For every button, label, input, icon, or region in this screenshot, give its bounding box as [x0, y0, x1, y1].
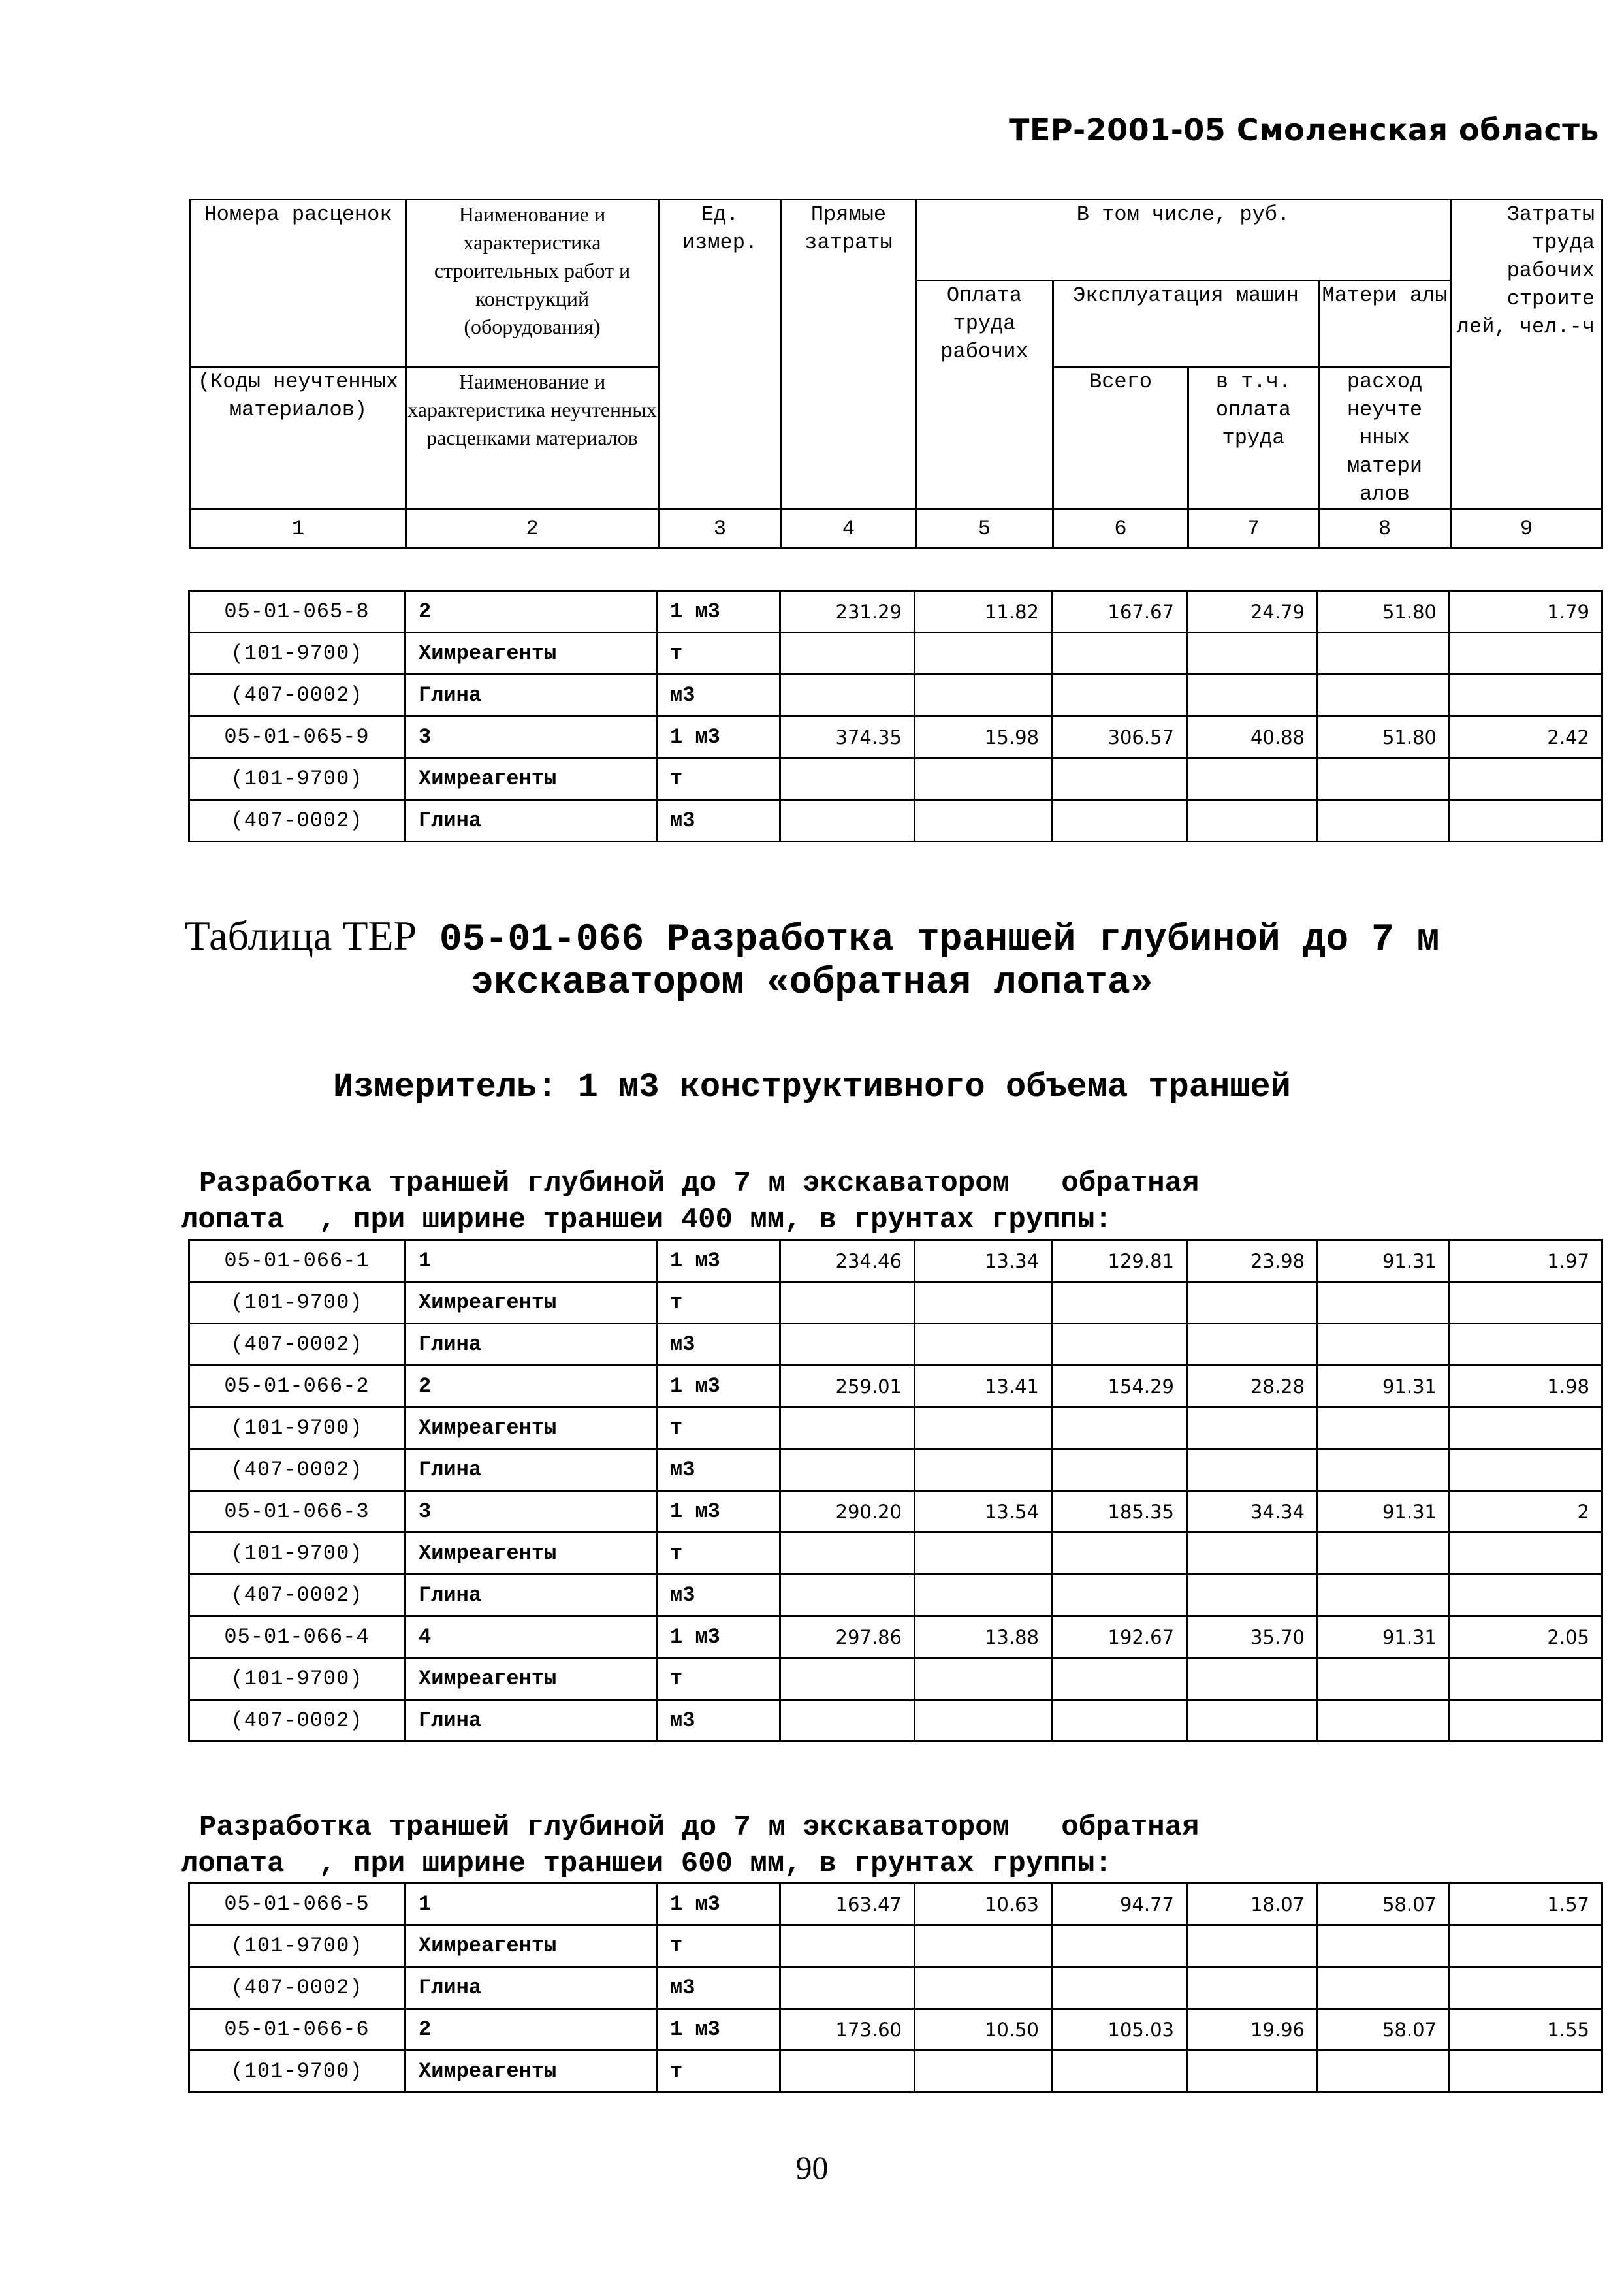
machine-labor-cell	[1187, 1407, 1318, 1449]
section-title-line2: лопата , при ширине траншеи 400 мм, в грунтах группы:	[181, 1204, 1112, 1236]
item-name-cell: Химреагенты	[405, 758, 658, 800]
worker-pay-cell	[915, 1967, 1052, 2009]
machine-labor-cell	[1187, 1658, 1318, 1700]
item-name-cell: Глина	[405, 1967, 658, 2009]
unit-cell: т	[658, 1407, 780, 1449]
unit-cell: 1 м3	[658, 1366, 780, 1407]
labor-hours-cell	[1450, 1407, 1602, 1449]
item-name-cell: Глина	[405, 800, 658, 842]
direct-costs-cell: 163.47	[780, 1884, 915, 1925]
item-name-cell: Глина	[405, 1324, 658, 1366]
labor-hours-cell: 1.98	[1450, 1366, 1602, 1407]
labor-hours-cell	[1450, 758, 1602, 800]
rate-code-cell: (101-9700)	[189, 2051, 405, 2093]
worker-pay-cell	[915, 1324, 1052, 1366]
machine-labor-cell	[1187, 1533, 1318, 1575]
table-row	[189, 716, 1602, 758]
unit-cell: м3	[658, 675, 780, 716]
unit-cell: 1 м3	[658, 1616, 780, 1658]
table-title-line2: экскаватором «обратная лопата»	[471, 962, 1153, 1004]
item-name-cell: 1	[405, 1884, 658, 1925]
labor-hours-cell	[1450, 1324, 1602, 1366]
direct-costs-cell	[780, 800, 915, 842]
machine-labor-cell	[1187, 800, 1318, 842]
table-row	[189, 2009, 1602, 2051]
machine-total-cell	[1052, 1324, 1187, 1366]
item-name-cell: Химреагенты	[405, 633, 658, 675]
machine-total-cell	[1052, 1967, 1187, 2009]
col-header-materials: Матери алы	[1319, 281, 1451, 367]
rate-code-cell: 05-01-066-2	[189, 1366, 405, 1407]
materials-cell	[1318, 1658, 1450, 1700]
direct-costs-cell	[780, 1449, 915, 1491]
labor-hours-cell: 1.79	[1450, 591, 1602, 633]
table-row	[189, 2051, 1602, 2093]
worker-pay-cell	[915, 633, 1052, 675]
machine-labor-cell	[1187, 2051, 1318, 2093]
table-row	[189, 800, 1602, 842]
direct-costs-cell	[780, 1925, 915, 1967]
labor-hours-cell	[1450, 1658, 1602, 1700]
col-header-material-codes: (Коды неучтенных материалов)	[191, 367, 406, 509]
worker-pay-cell	[915, 758, 1052, 800]
direct-costs-cell	[780, 1407, 915, 1449]
rate-code-cell: 05-01-066-1	[189, 1240, 405, 1282]
item-name-cell: Химреагенты	[405, 1925, 658, 1967]
direct-costs-cell	[780, 1967, 915, 2009]
table-row	[189, 1884, 1602, 1925]
labor-hours-cell: 2.42	[1450, 716, 1602, 758]
table-row	[189, 1967, 1602, 2009]
rate-code-cell: (101-9700)	[189, 1282, 405, 1324]
col-header-material-usage: расход неучте нных матери алов	[1319, 367, 1451, 509]
section-title-line1: Разработка траншей глубиной до 7 м экскаватором обратная	[199, 1167, 1200, 1200]
machine-total-cell	[1052, 1700, 1187, 1742]
table-title-prefix: Таблица ТЕР	[184, 912, 417, 959]
direct-costs-cell: 297.86	[780, 1616, 915, 1658]
rate-code-cell: (101-9700)	[189, 1925, 405, 1967]
worker-pay-cell	[915, 1407, 1052, 1449]
worker-pay-cell	[915, 2051, 1052, 2093]
direct-costs-cell	[780, 2051, 915, 2093]
unit-cell: м3	[658, 800, 780, 842]
labor-hours-cell: 1.97	[1450, 1240, 1602, 1282]
item-name-cell: 3	[405, 716, 658, 758]
materials-cell	[1318, 1407, 1450, 1449]
table-row	[189, 1533, 1602, 1575]
materials-cell: 51.80	[1318, 591, 1450, 633]
table-row	[189, 1925, 1602, 1967]
col-number: 8	[1319, 509, 1451, 548]
worker-pay-cell	[915, 1575, 1052, 1616]
unit-cell: 1 м3	[658, 1884, 780, 1925]
direct-costs-cell	[780, 633, 915, 675]
machine-labor-cell: 24.79	[1187, 591, 1318, 633]
materials-cell	[1318, 675, 1450, 716]
machine-labor-cell: 40.88	[1187, 716, 1318, 758]
materials-cell	[1318, 1967, 1450, 2009]
page-header-title: ТЕР-2001-05 Смоленская область	[1009, 112, 1599, 148]
materials-cell: 58.07	[1318, 1884, 1450, 1925]
worker-pay-cell	[915, 1282, 1052, 1324]
item-name-cell: 3	[405, 1491, 658, 1533]
machine-total-cell	[1052, 675, 1187, 716]
worker-pay-cell	[915, 1925, 1052, 1967]
unit-cell: т	[658, 1282, 780, 1324]
worker-pay-cell: 13.54	[915, 1491, 1052, 1533]
machine-total-cell	[1052, 1282, 1187, 1324]
item-name-cell: 2	[405, 591, 658, 633]
rate-code-cell: 05-01-066-3	[189, 1491, 405, 1533]
machine-total-cell: 306.57	[1052, 716, 1187, 758]
rates-table-065	[188, 590, 1603, 842]
worker-pay-cell: 10.50	[915, 2009, 1052, 2051]
machine-total-cell	[1052, 1658, 1187, 1700]
machine-total-cell	[1052, 2051, 1187, 2093]
col-header-work-name: Наименование и характеристика строительных работ и конструкций (оборудования)	[406, 200, 659, 367]
unit-cell: 1 м3	[658, 1491, 780, 1533]
table-row	[189, 1491, 1602, 1533]
direct-costs-cell	[780, 675, 915, 716]
labor-hours-cell: 2.05	[1450, 1616, 1602, 1658]
page-number: 90	[795, 2149, 829, 2186]
machine-total-cell	[1052, 1575, 1187, 1616]
materials-cell	[1318, 2051, 1450, 2093]
machine-total-cell: 129.81	[1052, 1240, 1187, 1282]
unit-cell: м3	[658, 1324, 780, 1366]
rate-code-cell: (407-0002)	[189, 1575, 405, 1616]
table-row	[189, 1407, 1602, 1449]
unit-cell: м3	[658, 1700, 780, 1742]
worker-pay-cell	[915, 1700, 1052, 1742]
machine-labor-cell: 18.07	[1187, 1884, 1318, 1925]
machine-labor-cell: 34.34	[1187, 1491, 1318, 1533]
worker-pay-cell: 10.63	[915, 1884, 1052, 1925]
unit-cell: т	[658, 2051, 780, 2093]
col-header-material-names: Наименование и характеристика неучтенных расценками материалов	[406, 367, 659, 509]
col-header-direct-costs: Прямые затраты	[782, 200, 916, 509]
rate-code-cell: (407-0002)	[189, 1967, 405, 2009]
item-name-cell: Химреагенты	[405, 1658, 658, 1700]
unit-cell: т	[658, 1533, 780, 1575]
materials-cell	[1318, 758, 1450, 800]
direct-costs-cell	[780, 1282, 915, 1324]
machine-total-cell: 192.67	[1052, 1616, 1187, 1658]
direct-costs-cell	[780, 1575, 915, 1616]
labor-hours-cell: 2	[1450, 1491, 1602, 1533]
machine-labor-cell	[1187, 633, 1318, 675]
rate-code-cell: 05-01-066-5	[189, 1884, 405, 1925]
worker-pay-cell	[915, 1533, 1052, 1575]
direct-costs-cell: 173.60	[780, 2009, 915, 2051]
worker-pay-cell	[915, 1658, 1052, 1700]
item-name-cell: Глина	[405, 675, 658, 716]
col-number: 9	[1451, 509, 1602, 548]
col-header-group: В том числе, руб.	[916, 200, 1451, 281]
machine-labor-cell	[1187, 1967, 1318, 2009]
machine-total-cell	[1052, 1407, 1187, 1449]
rate-code-cell: (101-9700)	[189, 1533, 405, 1575]
machine-total-cell: 94.77	[1052, 1884, 1187, 1925]
col-header-machine-total: Всего	[1053, 367, 1188, 509]
materials-cell	[1318, 1324, 1450, 1366]
rate-code-cell: 05-01-066-6	[189, 2009, 405, 2051]
rates-table-066-600mm	[188, 1882, 1603, 2093]
col-number: 4	[782, 509, 916, 548]
table-title-line1: Разработка траншей глубиной до 7 м	[666, 919, 1440, 961]
worker-pay-cell: 13.41	[915, 1366, 1052, 1407]
machine-labor-cell	[1187, 758, 1318, 800]
machine-labor-cell	[1187, 1925, 1318, 1967]
col-header-worker-pay: Оплата труда рабочих	[916, 281, 1053, 509]
machine-total-cell	[1052, 1449, 1187, 1491]
worker-pay-cell	[915, 800, 1052, 842]
materials-cell: 91.31	[1318, 1491, 1450, 1533]
materials-cell	[1318, 1575, 1450, 1616]
rate-code-cell: (407-0002)	[189, 675, 405, 716]
direct-costs-cell	[780, 1700, 915, 1742]
unit-cell: 1 м3	[658, 591, 780, 633]
rate-code-cell: 05-01-066-4	[189, 1616, 405, 1658]
materials-cell	[1318, 1449, 1450, 1491]
unit-cell: м3	[658, 1967, 780, 2009]
direct-costs-cell: 234.46	[780, 1240, 915, 1282]
item-name-cell: 2	[405, 1366, 658, 1407]
worker-pay-cell: 13.88	[915, 1616, 1052, 1658]
machine-labor-cell: 23.98	[1187, 1240, 1318, 1282]
unit-cell: м3	[658, 1575, 780, 1616]
item-name-cell: Глина	[405, 1575, 658, 1616]
col-number: 2	[406, 509, 659, 548]
item-name-cell: Химреагенты	[405, 1282, 658, 1324]
machine-labor-cell	[1187, 1449, 1318, 1491]
machine-labor-cell	[1187, 1575, 1318, 1616]
machine-labor-cell	[1187, 1324, 1318, 1366]
machine-labor-cell: 28.28	[1187, 1366, 1318, 1407]
col-number: 3	[659, 509, 782, 548]
table-row	[189, 1240, 1602, 1282]
col-number: 1	[191, 509, 406, 548]
unit-cell: т	[658, 633, 780, 675]
item-name-cell: Химреагенты	[405, 2051, 658, 2093]
unit-cell: м3	[658, 1449, 780, 1491]
rate-code-cell: (407-0002)	[189, 1700, 405, 1742]
labor-hours-cell	[1450, 1967, 1602, 2009]
rates-table-066-400mm	[188, 1239, 1603, 1742]
machine-total-cell	[1052, 1925, 1187, 1967]
rate-code-cell: (101-9700)	[189, 758, 405, 800]
rate-code-cell: (407-0002)	[189, 800, 405, 842]
unit-cell: 1 м3	[658, 2009, 780, 2051]
section-title-600mm	[181, 1809, 1200, 1882]
materials-cell	[1318, 1282, 1450, 1324]
col-header-unit: Ед. измер.	[659, 200, 782, 509]
machine-total-cell	[1052, 758, 1187, 800]
machine-total-cell: 167.67	[1052, 591, 1187, 633]
table-title-code: 05-01-066	[439, 919, 645, 961]
materials-cell: 91.31	[1318, 1616, 1450, 1658]
table-title	[0, 914, 1624, 1005]
rate-code-cell: 05-01-065-9	[189, 716, 405, 758]
labor-hours-cell	[1450, 1449, 1602, 1491]
direct-costs-cell	[780, 1324, 915, 1366]
materials-cell	[1318, 1925, 1450, 1967]
table-row	[189, 1658, 1602, 1700]
rate-code-cell: 05-01-065-8	[189, 591, 405, 633]
table-row	[189, 1700, 1602, 1742]
materials-cell	[1318, 1533, 1450, 1575]
unit-cell: 1 м3	[658, 716, 780, 758]
materials-cell: 91.31	[1318, 1366, 1450, 1407]
table-row	[189, 591, 1602, 633]
materials-cell: 58.07	[1318, 2009, 1450, 2051]
table-row	[189, 1575, 1602, 1616]
item-name-cell: Химреагенты	[405, 1533, 658, 1575]
machine-total-cell	[1052, 800, 1187, 842]
section-title-line2: лопата , при ширине траншеи 600 мм, в грунтах группы:	[181, 1848, 1112, 1880]
worker-pay-cell	[915, 1449, 1052, 1491]
item-name-cell: Глина	[405, 1700, 658, 1742]
col-number: 6	[1053, 509, 1188, 548]
col-number: 5	[916, 509, 1053, 548]
direct-costs-cell: 374.35	[780, 716, 915, 758]
rate-code-cell: (101-9700)	[189, 1658, 405, 1700]
machine-total-cell	[1052, 633, 1187, 675]
labor-hours-cell: 1.55	[1450, 2009, 1602, 2051]
table-row	[189, 758, 1602, 800]
labor-hours-cell	[1450, 675, 1602, 716]
labor-hours-cell	[1450, 800, 1602, 842]
machine-total-cell: 185.35	[1052, 1491, 1187, 1533]
table-row	[189, 1282, 1602, 1324]
machine-total-cell: 154.29	[1052, 1366, 1187, 1407]
labor-hours-cell	[1450, 2051, 1602, 2093]
direct-costs-cell	[780, 1658, 915, 1700]
labor-hours-cell	[1450, 633, 1602, 675]
direct-costs-cell: 290.20	[780, 1491, 915, 1533]
item-name-cell: Глина	[405, 1449, 658, 1491]
item-name-cell: 4	[405, 1616, 658, 1658]
labor-hours-cell	[1450, 1533, 1602, 1575]
worker-pay-cell	[915, 675, 1052, 716]
worker-pay-cell: 13.34	[915, 1240, 1052, 1282]
table-row	[189, 1324, 1602, 1366]
direct-costs-cell	[780, 758, 915, 800]
worker-pay-cell: 15.98	[915, 716, 1052, 758]
table-row	[189, 633, 1602, 675]
measure-unit: Измеритель: 1 м3 конструктивного объема траншей	[333, 1068, 1291, 1106]
direct-costs-cell: 259.01	[780, 1366, 915, 1407]
rate-code-cell: (101-9700)	[189, 1407, 405, 1449]
machine-labor-cell: 35.70	[1187, 1616, 1318, 1658]
materials-cell	[1318, 633, 1450, 675]
item-name-cell: 2	[405, 2009, 658, 2051]
unit-cell: 1 м3	[658, 1240, 780, 1282]
labor-hours-cell	[1450, 1575, 1602, 1616]
rate-code-cell: (407-0002)	[189, 1324, 405, 1366]
table-row	[189, 1616, 1602, 1658]
col-header-machine-operation: Эксплуатация машин	[1053, 281, 1319, 367]
machine-labor-cell	[1187, 675, 1318, 716]
rate-code-cell: (101-9700)	[189, 633, 405, 675]
section-title-400mm	[181, 1165, 1200, 1238]
section-title-line1: Разработка траншей глубиной до 7 м экскаватором обратная	[199, 1811, 1200, 1844]
materials-cell: 91.31	[1318, 1240, 1450, 1282]
direct-costs-cell	[780, 1533, 915, 1575]
machine-labor-cell	[1187, 1282, 1318, 1324]
table-row	[189, 1449, 1602, 1491]
worker-pay-cell: 11.82	[915, 591, 1052, 633]
col-header-machine-labor: в т.ч. оплата труда	[1188, 367, 1319, 509]
materials-cell: 51.80	[1318, 716, 1450, 758]
table-row	[189, 675, 1602, 716]
materials-cell	[1318, 1700, 1450, 1742]
column-header-table	[189, 199, 1603, 549]
machine-total-cell	[1052, 1533, 1187, 1575]
col-header-labor-costs: Затраты труда рабочих строите лей, чел.-ч	[1451, 200, 1602, 509]
item-name-cell: Химреагенты	[405, 1407, 658, 1449]
rate-code-cell: (407-0002)	[189, 1449, 405, 1491]
labor-hours-cell	[1450, 1282, 1602, 1324]
labor-hours-cell: 1.57	[1450, 1884, 1602, 1925]
machine-labor-cell: 19.96	[1187, 2009, 1318, 2051]
table-row	[189, 1366, 1602, 1407]
unit-cell: т	[658, 1658, 780, 1700]
labor-hours-cell	[1450, 1925, 1602, 1967]
col-number: 7	[1188, 509, 1319, 548]
materials-cell	[1318, 800, 1450, 842]
item-name-cell: 1	[405, 1240, 658, 1282]
col-header-rate-numbers: Номера расценок	[191, 200, 406, 367]
machine-total-cell: 105.03	[1052, 2009, 1187, 2051]
unit-cell: т	[658, 1925, 780, 1967]
unit-cell: т	[658, 758, 780, 800]
machine-labor-cell	[1187, 1700, 1318, 1742]
labor-hours-cell	[1450, 1700, 1602, 1742]
direct-costs-cell: 231.29	[780, 591, 915, 633]
